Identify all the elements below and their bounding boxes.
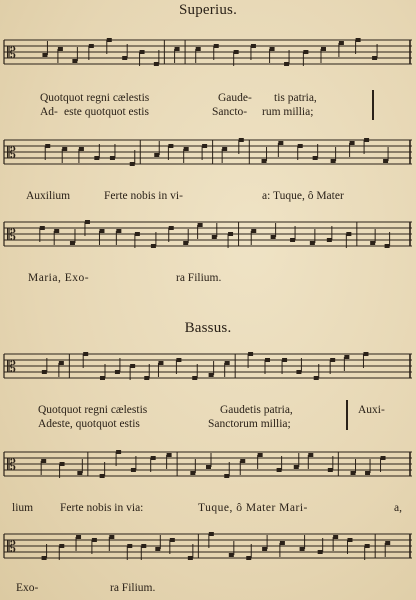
- lyric-superius-1-2-a: Ad-: [40, 106, 58, 118]
- note-head: [99, 229, 104, 233]
- note-head: [127, 544, 132, 548]
- note-head: [280, 541, 285, 545]
- note-head: [300, 547, 305, 551]
- note-head: [258, 453, 263, 457]
- note-head: [100, 474, 105, 478]
- lyric-superius-2-b: Ferte nobis in vi-: [104, 190, 183, 202]
- note-head: [79, 147, 84, 151]
- note-head: [331, 159, 336, 163]
- lyric-superius-1-2-b: este quotquot estis: [64, 106, 149, 118]
- note-head: [298, 144, 303, 148]
- note-head: [94, 156, 99, 160]
- note-head: [192, 376, 197, 380]
- staff-superius-1: [0, 36, 416, 72]
- note-head: [310, 241, 315, 245]
- note-head: [169, 226, 174, 230]
- note-head: [42, 556, 47, 560]
- note-head: [222, 147, 227, 151]
- note-head: [131, 468, 136, 472]
- note-head: [370, 241, 375, 245]
- note-head: [176, 358, 181, 362]
- note-head: [100, 376, 105, 380]
- lyric-superius-3-a: Maria, Exo-: [28, 272, 90, 284]
- note-head: [183, 241, 188, 245]
- note-head: [270, 47, 275, 51]
- note-head: [365, 471, 370, 475]
- note-head: [85, 220, 90, 224]
- note-head: [196, 47, 201, 51]
- lyric-bassus-1-1-b: Gaudetis patria,: [220, 404, 293, 416]
- note-head: [251, 229, 256, 233]
- note-head: [262, 547, 267, 551]
- part-heading-superius: Superius.: [178, 2, 238, 18]
- note-head: [248, 352, 253, 356]
- note-head: [42, 370, 47, 374]
- note-head: [363, 352, 368, 356]
- note-head: [314, 376, 319, 380]
- note-head: [381, 456, 386, 460]
- note-head: [130, 364, 135, 368]
- clef-sign: 𝄡: [7, 43, 16, 62]
- note-head: [224, 474, 229, 478]
- note-head: [151, 244, 156, 248]
- note-head: [251, 44, 256, 48]
- lyric-bassus-2-a: lium: [12, 502, 34, 514]
- note-head: [42, 53, 47, 57]
- note-head: [141, 544, 146, 548]
- staff-bassus-2: [0, 448, 416, 484]
- note-head: [339, 41, 344, 45]
- note-head: [89, 44, 94, 48]
- staff-bassus-1: [0, 350, 416, 386]
- clef-sign: 𝄡: [7, 143, 16, 162]
- lyric-bassus-2-d: a,: [394, 502, 402, 514]
- note-head: [365, 544, 370, 548]
- lyric-superius-3-b: ra Filium.: [176, 272, 222, 284]
- note-head: [209, 532, 214, 536]
- note-head: [72, 59, 77, 63]
- note-head: [158, 361, 163, 365]
- note-head: [184, 147, 189, 151]
- note-head: [364, 138, 369, 142]
- note-head: [228, 232, 233, 236]
- note-head: [225, 361, 230, 365]
- lyric-end-bar: [372, 90, 374, 120]
- note-head: [262, 159, 267, 163]
- note-head: [333, 535, 338, 539]
- part-heading-bassus: Bassus.: [184, 320, 232, 336]
- lyric-bassus-1-1-c: Auxi-: [358, 404, 385, 416]
- note-head: [62, 147, 67, 151]
- note-head: [155, 547, 160, 551]
- note-head: [350, 141, 355, 145]
- note-head: [154, 62, 159, 66]
- note-head: [151, 456, 156, 460]
- note-head: [168, 144, 173, 148]
- note-head: [107, 38, 112, 42]
- lyric-bassus-3-b: ra Filium.: [110, 582, 156, 594]
- note-head: [246, 556, 251, 560]
- note-head: [109, 535, 114, 539]
- note-head: [110, 156, 115, 160]
- note-head: [383, 159, 388, 163]
- note-head: [278, 141, 283, 145]
- lyric-bassus-1-1-a: Quotquot regni cælestis: [38, 404, 148, 416]
- note-head: [284, 62, 289, 66]
- lyric-bassus-2-b: Ferte nobis in via:: [60, 502, 144, 514]
- note-head: [240, 459, 245, 463]
- note-head: [351, 471, 356, 475]
- lyric-bassus-2-c: Tuque, ô Mater Mari-: [198, 502, 308, 514]
- note-head: [59, 544, 64, 548]
- note-head: [330, 358, 335, 362]
- note-head: [115, 370, 120, 374]
- lyric-bassus-3-a: Exo-: [16, 582, 39, 594]
- note-head: [308, 453, 313, 457]
- note-head: [385, 541, 390, 545]
- note-head: [140, 50, 145, 54]
- note-head: [40, 226, 45, 230]
- note-head: [321, 47, 326, 51]
- note-head: [122, 56, 127, 60]
- lyric-superius-1-1-c: tis patria,: [274, 92, 317, 104]
- staff-bassus-3: [0, 530, 416, 566]
- note-head: [76, 535, 81, 539]
- note-head: [356, 38, 361, 42]
- note-head: [277, 468, 282, 472]
- note-head: [92, 538, 97, 542]
- note-head: [239, 138, 244, 142]
- clef-sign: 𝄡: [7, 357, 16, 376]
- note-head: [167, 453, 172, 457]
- lyric-superius-2-c: a: Tuque, ô Mater: [262, 190, 344, 202]
- note-head: [303, 50, 308, 54]
- clef-sign: 𝄡: [7, 225, 16, 244]
- note-head: [58, 47, 63, 51]
- note-head: [70, 241, 75, 245]
- note-head: [282, 358, 287, 362]
- note-head: [347, 538, 352, 542]
- note-head: [175, 47, 180, 51]
- note-head: [77, 471, 82, 475]
- clef-sign: 𝄡: [7, 537, 16, 556]
- lyric-bassus-1-2-b: Sanctorum millia;: [208, 418, 291, 430]
- note-head: [170, 538, 175, 542]
- note-head: [190, 471, 195, 475]
- note-head: [45, 144, 50, 148]
- note-head: [206, 465, 211, 469]
- staff-superius-3: [0, 218, 416, 254]
- note-head: [41, 459, 46, 463]
- note-head: [318, 550, 323, 554]
- note-head: [212, 235, 217, 239]
- note-head: [271, 235, 276, 239]
- note-head: [135, 232, 140, 236]
- note-head: [372, 56, 377, 60]
- note-head: [290, 238, 295, 242]
- note-head: [198, 223, 203, 227]
- note-head: [313, 156, 318, 160]
- note-head: [188, 556, 193, 560]
- note-head: [234, 50, 239, 54]
- note-head: [385, 244, 390, 248]
- note-head: [54, 229, 59, 233]
- note-head: [346, 232, 351, 236]
- note-head: [83, 352, 88, 356]
- note-head: [296, 370, 301, 374]
- note-head: [229, 553, 234, 557]
- note-head: [344, 355, 349, 359]
- note-head: [202, 144, 207, 148]
- staff-superius-2: [0, 136, 416, 172]
- note-head: [327, 238, 332, 242]
- note-head: [265, 358, 270, 362]
- note-head: [154, 153, 159, 157]
- lyric-end-bar: [346, 400, 348, 430]
- clef-sign: 𝄡: [7, 455, 16, 474]
- note-head: [116, 229, 121, 233]
- lyric-superius-1-1-a: Quotquot regni cælestis: [40, 92, 150, 104]
- note-head: [59, 361, 64, 365]
- note-head: [294, 465, 299, 469]
- note-head: [209, 373, 214, 377]
- lyric-superius-1-1-b: Gaude-: [218, 92, 252, 104]
- note-head: [60, 462, 65, 466]
- note-head: [116, 450, 121, 454]
- lyric-bassus-1-2-a: Adeste, quotquot estis: [38, 418, 140, 430]
- note-head: [328, 468, 333, 472]
- note-head: [144, 376, 149, 380]
- note-head: [130, 162, 135, 166]
- lyric-superius-1-2-c: Sancto-: [212, 106, 248, 118]
- lyric-superius-1-2-d: rum millia;: [262, 106, 314, 118]
- lyric-superius-2-a: Auxilium: [26, 190, 71, 202]
- note-head: [214, 44, 219, 48]
